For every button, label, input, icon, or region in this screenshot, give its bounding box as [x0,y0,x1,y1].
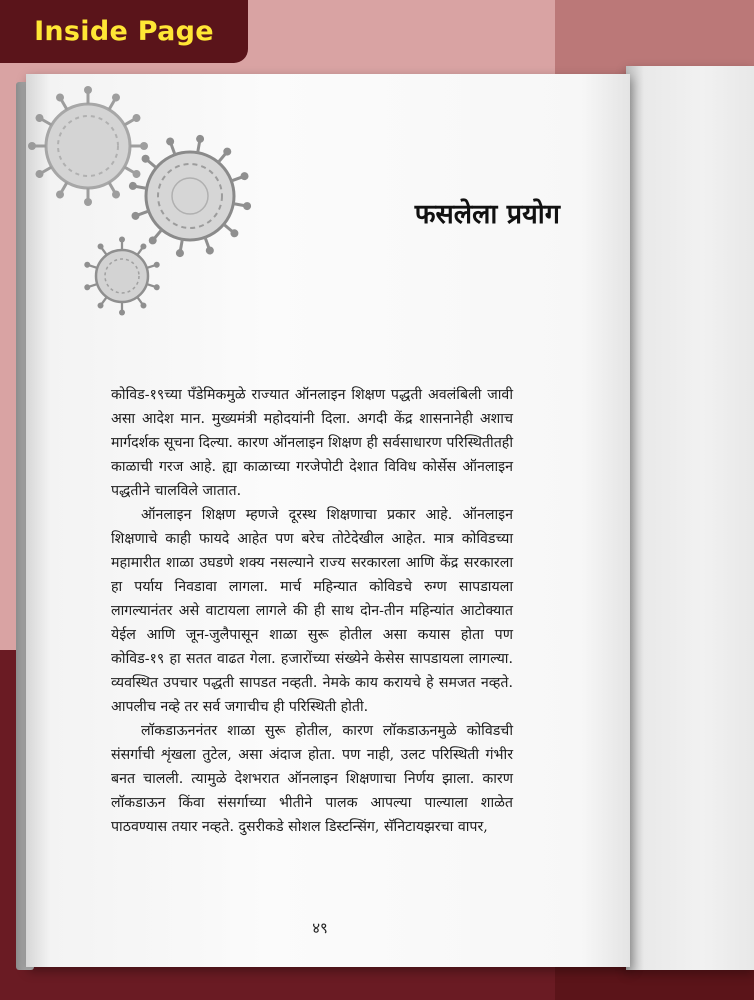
book-right-page [626,66,754,970]
page-number: ४९ [312,919,328,937]
paragraph: कोविड-१९च्या पँडेमिकमुळे राज्यात ऑनलाइन शिक्षण पद्धती अवलंबिली जावी असा आदेश मान. मुख्यमंत्री महोदयांनी दिला. अगदी केंद्र शासनानेही अशाच मार्गदर्शक सूचना दिल्या. कारण ऑनलाइन शिक्षण ही सर्वसाधारण परिस्थितीतही काळाची गरज आहे. ह्या काळाच्या गरजेपोटी देशात विविध कोर्सेस ऑनलाइन पद्धतीने चालविले जातात. [111,387,513,499]
paragraph: लॉकडाऊननंतर शाळा सुरू होतील, कारण लॉकडाऊनमुळे कोविडची संसर्गाची शृंखला तुटेल, असा अंदाज होता. पण नाही, उलट परिस्थिती गंभीर बनत चालली. त्यामुळे देशभरात ऑनलाइन शिक्षणाचा निर्णय झाला. कारण लॉकडाऊन किंवा संसर्गाच्या भीतीने पालक आपल्या पाल्याला शाळेत पाठवण्यास तयार नव्हते. दुसरीकडे सोशल डिस्टन्सिंग, सॅनिटायझरचा वापर, [111,723,513,835]
inside-page-badge [0,0,248,63]
badge-label: Inside Page [34,16,214,47]
paragraph: ऑनलाइन शिक्षण म्हणजे दूरस्थ शिक्षणाचा प्रकार आहे. ऑनलाइन शिक्षणाचे काही फायदे आहेत पण बरेच तोटेदेखील आहेत. मात्र कोविडच्या महामारीत शाळा उघडणे शक्य नसल्याने राज्य सरकारला आणि केंद्र सरकारला हा पर्याय निवडावा लागला. मार्च महिन्यात कोविडचे रुग्ण सापडायला लागल्यानंतर असे वाटायला लागले की ही साथ दोन-तीन महिन्यांत आटोक्यात येईल आणि जून-जुलैपासून शाळा सुरू होतील असा कयास होता पण कोविड-१९ हा सतत वाढत गेला. हजारोंच्या संख्येने केसेस सापडायला लागल्या. व्यवस्थित उपचार पद्धती सापडत नव्हती. नेमके काय करायचे हे समजत नव्हते. आपलीच नव्हे तर सर्व जगाचीच ही परिस्थिती होती. [111,507,513,715]
body-text [111,383,513,839]
virus-illustration [26,74,256,324]
chapter-title: फसलेला प्रयोग [414,199,560,230]
